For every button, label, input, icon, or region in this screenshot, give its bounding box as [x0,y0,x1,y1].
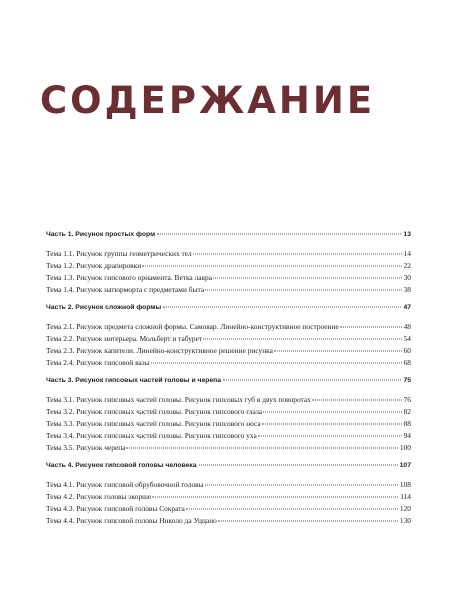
toc-entry [46,517,411,529]
part-title: Часть 4. Рисунок гипсовой головы человека [46,462,197,469]
page-number: 54 [403,334,411,343]
page-number: 100 [399,443,411,452]
toc-part-row [46,232,411,244]
toc-entry [46,286,411,298]
topic-title: Тема 1.4. Рисунок натюрморта с предметами быта [46,285,205,294]
page-number: 38 [403,285,411,294]
dot-leader [152,497,398,498]
topic-title: Тема 3.1. Рисунок гипсовых частей головы. Рисунок гипсовых губ в двух поворотах [46,395,311,404]
dot-leader [340,327,402,328]
page-number: 76 [403,395,411,404]
toc-entry [46,444,411,456]
dot-leader [258,436,402,437]
page-number: 108 [399,480,411,489]
topic-title: Тема 4.4. Рисунок гипсовой головы Николо да Уццано [46,516,217,525]
toc-part-3 [46,378,411,456]
topic-title: Тема 4.1. Рисунок гипсовой обрубовочной головы [46,480,204,489]
page-number: 47 [403,304,411,311]
topic-title: Тема 1.2. Рисунок драпировки [46,261,142,270]
toc-part-2 [46,305,411,371]
topic-title: Тема 4.2. Рисунок головы экорше [46,492,152,501]
table-of-contents [46,232,411,536]
topic-title: Тема 3.5. Рисунок черепа [46,443,126,452]
part-title: Часть 1. Рисунок простых форм [46,231,156,238]
dot-leader [262,424,402,425]
page-number: 120 [399,504,411,513]
dot-leader [186,509,398,510]
part-title: Часть 2. Рисунок сложной формы [46,304,162,311]
dot-leader [193,254,402,255]
dot-leader [199,465,398,466]
dot-leader [312,400,402,401]
page-number: 107 [399,462,411,469]
page-number: 13 [403,231,411,238]
topic-title: Тема 3.3. Рисунок гипсовых частей головы. Рисунок гипсового носа [46,419,261,428]
dot-leader [274,351,402,352]
dot-leader [223,380,401,381]
topic-title: Тема 3.2. Рисунок гипсовых частей головы. Рисунок гипсового глаза [46,407,263,416]
dot-leader [203,339,401,340]
page-number: 22 [403,261,411,270]
topic-title: Тема 1.3. Рисунок гипсового орнамента. Ветка лавра [46,273,212,282]
topic-title: Тема 4.3. Рисунок гипсовой головы Сократа [46,504,185,513]
topic-title: Тема 2.2. Рисунок интерьера. Мольберт и табурет [46,334,203,343]
dot-leader [126,448,397,449]
page-number: 82 [403,407,411,416]
part-title: Часть 3. Рисунок гипсовых частей головы и черепа [46,377,222,384]
dot-leader [157,234,401,235]
page-title: СОДЕРЖАНИЕ [40,79,376,122]
topic-title: Тема 2.1. Рисунок предмета сложной формы. Самовар. Линейно-конструктивное построение [46,322,339,331]
dot-leader [213,278,402,279]
page-number: 75 [403,377,411,384]
dot-leader [263,412,402,413]
dot-leader [163,307,401,308]
topic-title: Тема 2.3. Рисунок капители. Линейно-конструктивное решение рисунка [46,346,273,355]
toc-entry [46,359,411,371]
toc-part-row [46,463,411,475]
page-number: 60 [403,346,411,355]
page-number: 130 [399,516,411,525]
page-number: 14 [403,249,411,258]
page-number: 94 [403,431,411,440]
dot-leader [205,485,398,486]
dot-leader [205,290,401,291]
dot-leader [142,266,401,267]
toc-part-row [46,378,411,390]
toc-part-1 [46,232,411,298]
toc-part-row [46,305,411,317]
page-number: 114 [400,492,411,501]
toc-part-4 [46,463,411,529]
page-number: 30 [403,273,411,282]
dot-leader [218,521,398,522]
page-number: 48 [403,322,411,331]
page-number: 68 [403,358,411,367]
page-number: 88 [403,419,411,428]
topic-title: Тема 1.1. Рисунок группы геометрических тел [46,249,192,258]
topic-title: Тема 2.4. Рисунок гипсовой вазы [46,358,150,367]
topic-title: Тема 3.4. Рисунок гипсовых частей головы. Рисунок гипсового уха [46,431,257,440]
dot-leader [151,363,402,364]
